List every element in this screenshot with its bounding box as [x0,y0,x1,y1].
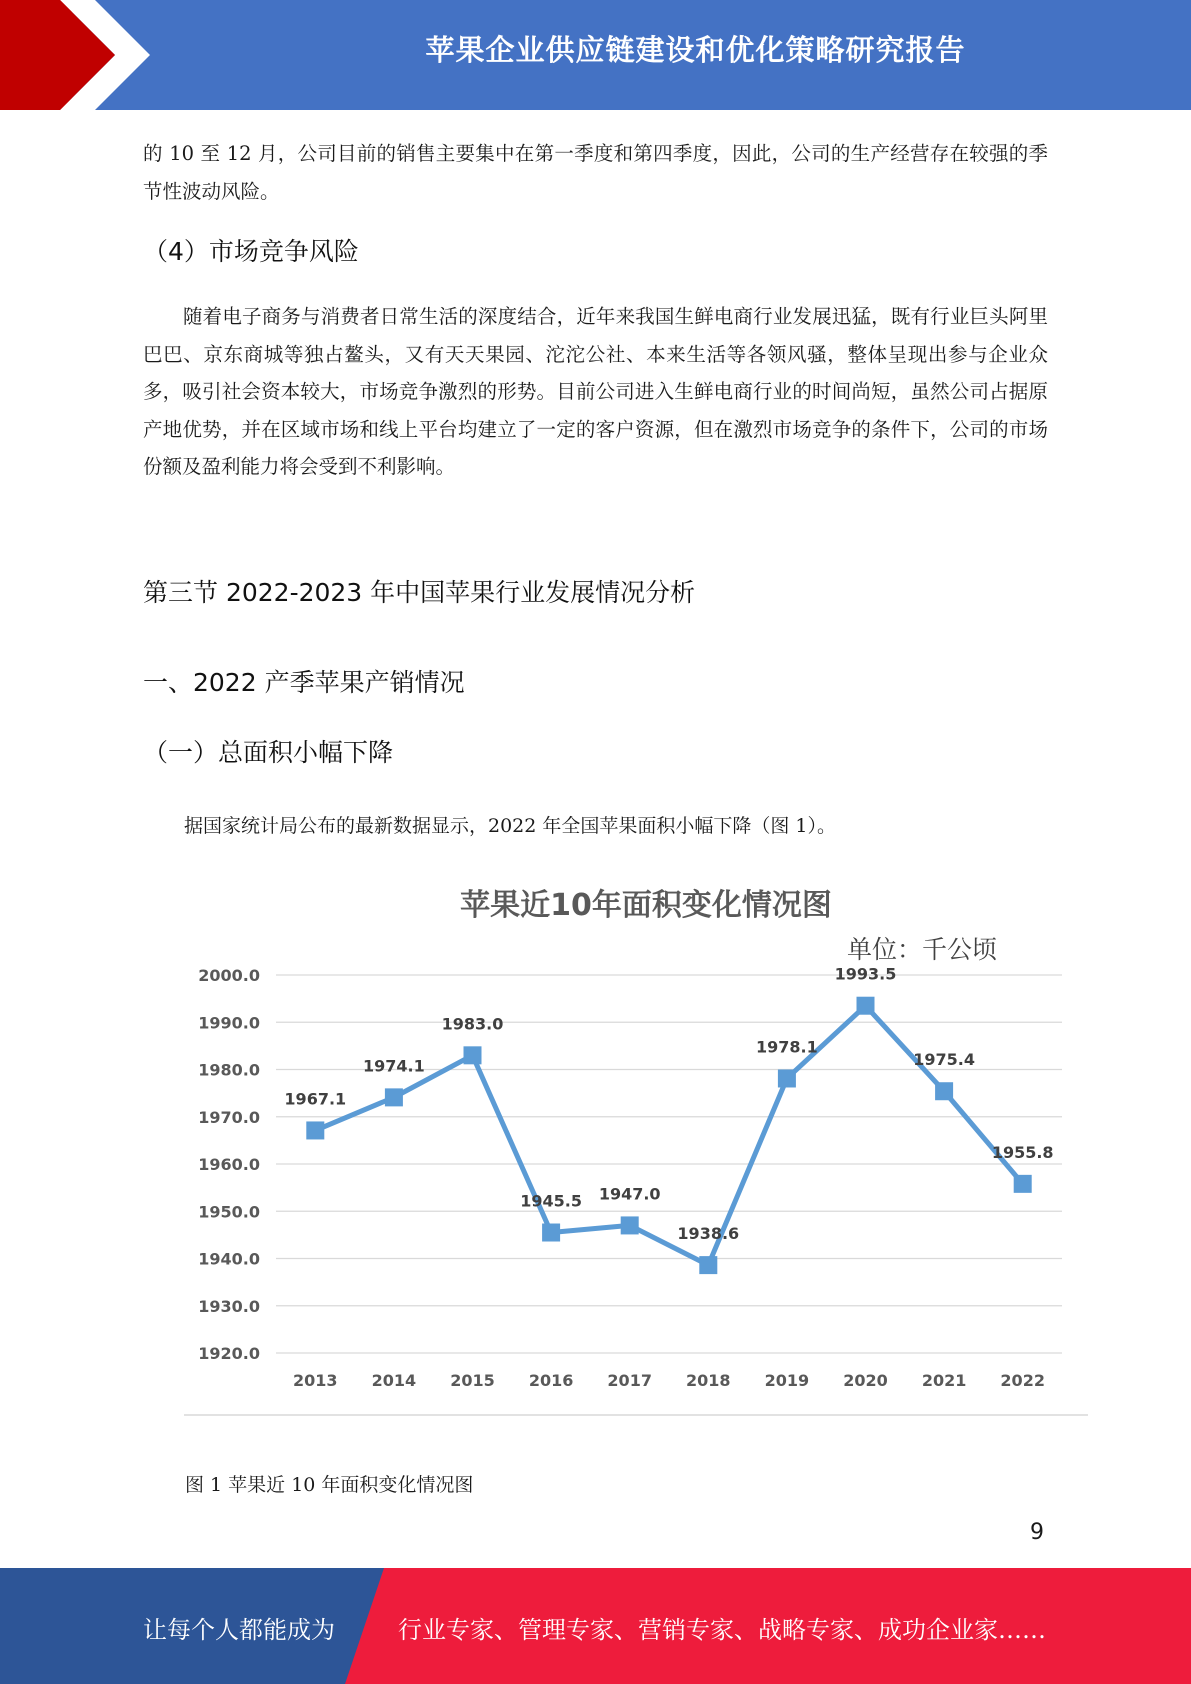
data-label: 1975.4 [913,1050,975,1070]
data-label: 1947.0 [598,1184,661,1204]
y-tick-label: 1960.0 [198,1155,260,1174]
y-tick-label: 1980.0 [198,1060,260,1080]
data-label: 1993.5 [834,964,897,984]
y-tick-label: 1990.0 [198,1013,260,1033]
x-tick-label: 2017 [607,1371,652,1390]
y-tick-label: 1950.0 [198,1202,260,1222]
page-footer [0,1568,1191,1684]
data-label: 1955.8 [991,1142,1054,1162]
y-tick-label: 1970.0 [198,1107,260,1127]
data-label: 1945.5 [520,1191,582,1211]
x-tick-label: 2021 [921,1371,967,1390]
data-point-marker [935,1082,953,1100]
data-label: 1967.1 [284,1089,347,1109]
subsection-title-block [143,663,1048,699]
footer-slogan-left: 让每个人都能成为 [143,1616,335,1644]
section-title-block [143,573,1048,609]
y-tick-label: 2000.0 [198,966,260,985]
figure-caption: 图 1 苹果近 10 年面积变化情况图 [185,1474,474,1496]
area-line-chart [182,880,1088,1420]
page-number: 9 [1030,1520,1044,1545]
continued-paragraph-block [143,135,1048,210]
sub-heading: （一）总面积小幅下降 [143,738,394,767]
sub-heading-block [143,733,1048,769]
risk-paragraph-block [143,298,1048,486]
data-label: 1978.1 [756,1037,818,1057]
risk-heading: （4）市场竞争风险 [143,237,359,266]
risk-paragraph: 随着电子商务与消费者日常生活的深度结合，近年来我国生鲜电商行业发展迅猛，既有行业巨头阿里巴巴、京东商城等独占鳌头，又有天天果园、沱沱公社、本来生活等各领风骚，整体呈现出参与企业众多，吸引社会资本较大，市场竞争激烈的形势。目前公司进入生鲜电商行业的时间尚短，虽然公司占据原产地优势，并在区域市场和线上平台均建立了一定的客户资源，但在激烈市场竞争的条件下，公司的市场份额及盈利能力将会受到不利影响。 [143,305,1048,478]
data-point-marker [1014,1175,1032,1193]
x-tick-label: 2016 [528,1371,574,1390]
data-point-marker [306,1121,324,1139]
x-tick-label: 2020 [843,1371,888,1390]
page-header [0,0,1191,110]
y-tick-label: 1940.0 [198,1249,260,1269]
section-title: 第三节 2022-2023 年中国苹果行业发展情况分析 [143,578,696,607]
chart-title: 苹果近10年面积变化情况图 [460,888,832,923]
x-tick-label: 2019 [764,1371,810,1390]
y-tick-label: 1930.0 [198,1296,260,1316]
x-tick-label: 2018 [686,1371,731,1390]
intro-paragraph: 据国家统计局公布的最新数据显示，2022 年全国苹果面积小幅下降（图 1）。 [184,815,837,837]
y-tick-label: 1920.0 [198,1344,260,1363]
chart-unit: 单位：千公顷 [846,935,998,964]
x-tick-label: 2022 [1000,1371,1045,1390]
x-tick-label: 2015 [450,1371,495,1390]
data-point-marker [857,997,875,1015]
data-label: 1938.6 [677,1224,740,1244]
data-point-marker [699,1256,717,1274]
data-point-marker [464,1046,482,1064]
series-line [315,1006,1022,1265]
data-point-marker [778,1069,796,1087]
data-point-marker [542,1224,560,1242]
continued-paragraph: 的 10 至 12 月，公司目前的销售主要集中在第一季度和第四季度，因此，公司的生产经营存在较强的季节性波动风险。 [143,142,1048,203]
data-point-marker [385,1088,403,1106]
footer-slogan-right: 行业专家、管理专家、营销专家、战略专家、成功企业家…… [398,1616,1046,1644]
data-label: 1974.1 [363,1056,425,1076]
risk-heading-block [143,232,1048,268]
data-label: 1983.0 [441,1014,504,1034]
x-tick-label: 2014 [371,1371,417,1390]
header-chevron-decoration [0,0,200,110]
x-tick-label: 2013 [293,1371,338,1390]
data-point-marker [621,1216,639,1234]
report-title: 苹果企业供应链建设和优化策略研究报告 [425,33,966,67]
subsection-title: 一、2022 产季苹果产销情况 [143,668,465,697]
intro-block [184,808,1054,846]
area-chart-figure [182,880,1088,1420]
